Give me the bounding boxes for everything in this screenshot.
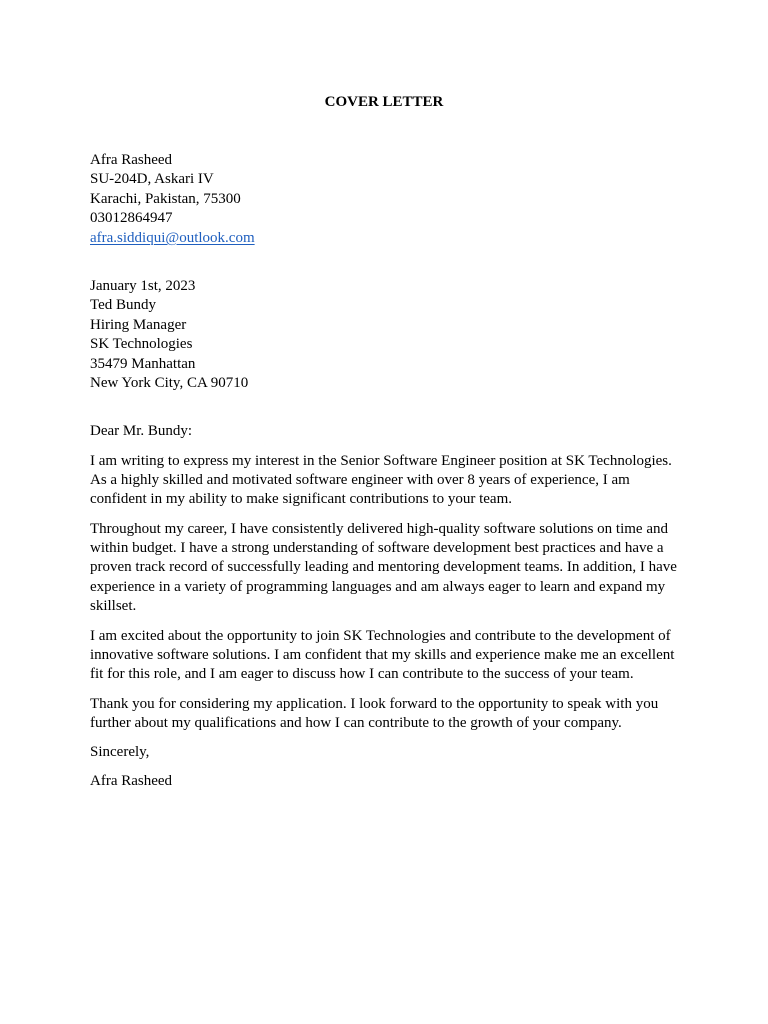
salutation: Dear Mr. Bundy: [90, 423, 193, 439]
recipient-block [90, 277, 690, 393]
sender-address-line2: Karachi, Pakistan, 75300 [90, 190, 241, 207]
sender-address-line1: SU-204D, Askari IV [90, 171, 214, 188]
recipient-name: Ted Bundy [90, 297, 157, 314]
letter-date: January 1st, 2023 [90, 278, 196, 294]
recipient-address-line1: 35479 Manhattan [90, 355, 196, 372]
recipient-company: SK Technologies [90, 336, 193, 353]
closing-block [90, 743, 690, 762]
signature-name: Afra Rasheed [90, 773, 173, 789]
sender-name: Afra Rasheed [90, 152, 173, 168]
body-paragraph-2: Throughout my career, I have consistently delivered high-quality software solutions on time and within budget. I have a strong understanding of software development best practices and have a proven track record of successfully leading and mentoring development teams. In addition, I have experience in a variety of programming languages and am always eager to learn and expand my skillset. [90, 521, 677, 614]
signature-block [90, 772, 690, 791]
body-paragraph-1: I am writing to express my interest in the Senior Software Engineer position at SK Technologies. As a highly skilled and motivated software engineer with over 8 years of experience, I am confident in my ability to make significant contributions to your team. [90, 453, 672, 508]
recipient-address-line2: New York City, CA 90710 [90, 375, 249, 392]
body-paragraph-3: I am excited about the opportunity to join SK Technologies and contribute to the development of innovative software solutions. I am confident that my skills and experience make me an excellent fit for this role, and I am eager to discuss how I can contribute to the success of your team. [90, 628, 675, 683]
sender-block [90, 151, 690, 248]
closing: Sincerely, [90, 744, 150, 760]
salutation-block [90, 422, 690, 441]
body-paragraph-4: Thank you for considering my application. I look forward to the opportunity to speak with you further about my qualifications and how I can contribute to the growth of your company. [90, 696, 659, 732]
sender-phone: 03012864947 [90, 210, 173, 227]
page-title: COVER LETTER [324, 94, 444, 110]
sender-email-link[interactable]: afra.siddiqui@outlook.com [90, 229, 255, 246]
recipient-role: Hiring Manager [90, 316, 187, 333]
